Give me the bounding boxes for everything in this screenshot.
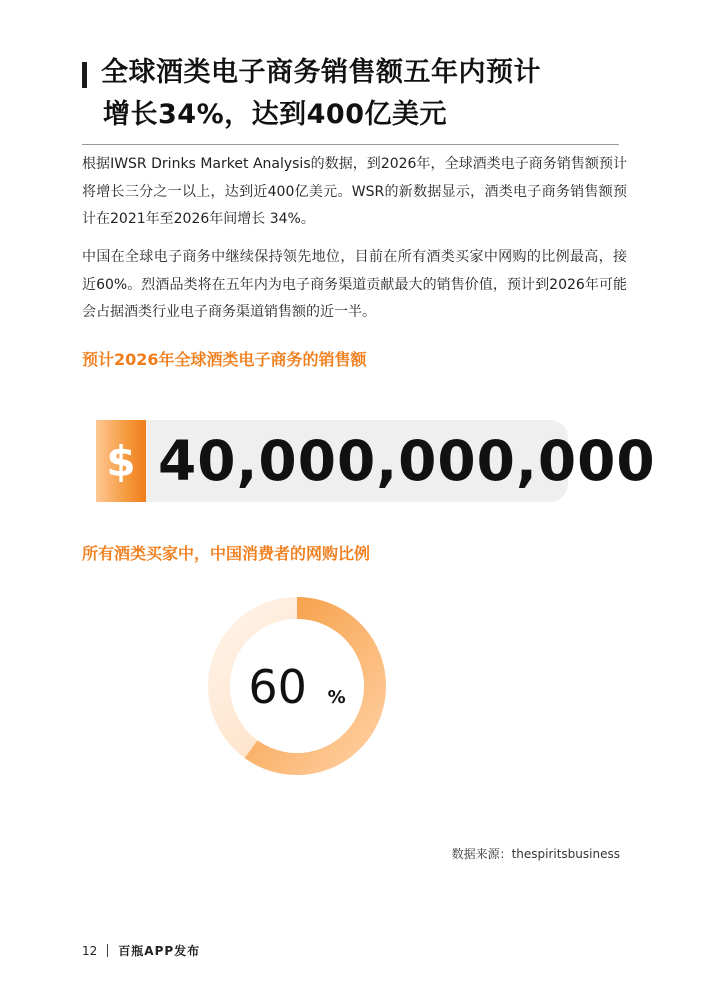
- body-paragraph-2: 中国在全球电子商务中继续保持领先地位，目前在所有酒类买家中网购的比例最高，接近60%。烈酒品类将在五年内为电子商务渠道贡献最大的销售价值，预计到2026年可能会占据酒类行业电子商务渠道销售额的近一半。: [82, 249, 627, 320]
- title-accent-bar: [82, 62, 87, 88]
- publisher-label: 百瓶APP发布: [118, 944, 201, 958]
- share-percent-unit: %: [327, 687, 346, 708]
- page-title-line-1: 全球酒类电子商务销售额五年内预计: [101, 57, 541, 88]
- data-source-note: 数据来源：thespiritsbusiness: [451, 847, 620, 861]
- share-donut-chart: [207, 596, 387, 776]
- stat-sales-label: 预计2026年全球酒类电子商务的销售额: [82, 350, 367, 369]
- page-title: [101, 52, 661, 136]
- sales-amount-value: 40,000,000,000: [158, 429, 656, 493]
- dollar-icon: $: [96, 420, 146, 502]
- page-footer: [82, 942, 200, 959]
- page-title-line-2: 增长34%，达到400亿美元: [103, 99, 447, 130]
- page-number: 12: [82, 943, 98, 958]
- body-paragraph-1: 根据IWSR Drinks Market Analysis的数据，到2026年，全球酒类电子商务销售额预计将增长三分之一以上，达到近400亿美元。WSR的新数据显示，酒类电子商务销售额预计在2021年至2026年间增长 34%。: [82, 156, 627, 227]
- title-divider: [82, 144, 619, 145]
- sales-amount-box: [96, 420, 656, 502]
- share-percent-value: 60: [248, 660, 307, 714]
- footer-separator: [107, 944, 108, 957]
- stat-share-label: 所有酒类买家中，中国消费者的网购比例: [82, 544, 371, 563]
